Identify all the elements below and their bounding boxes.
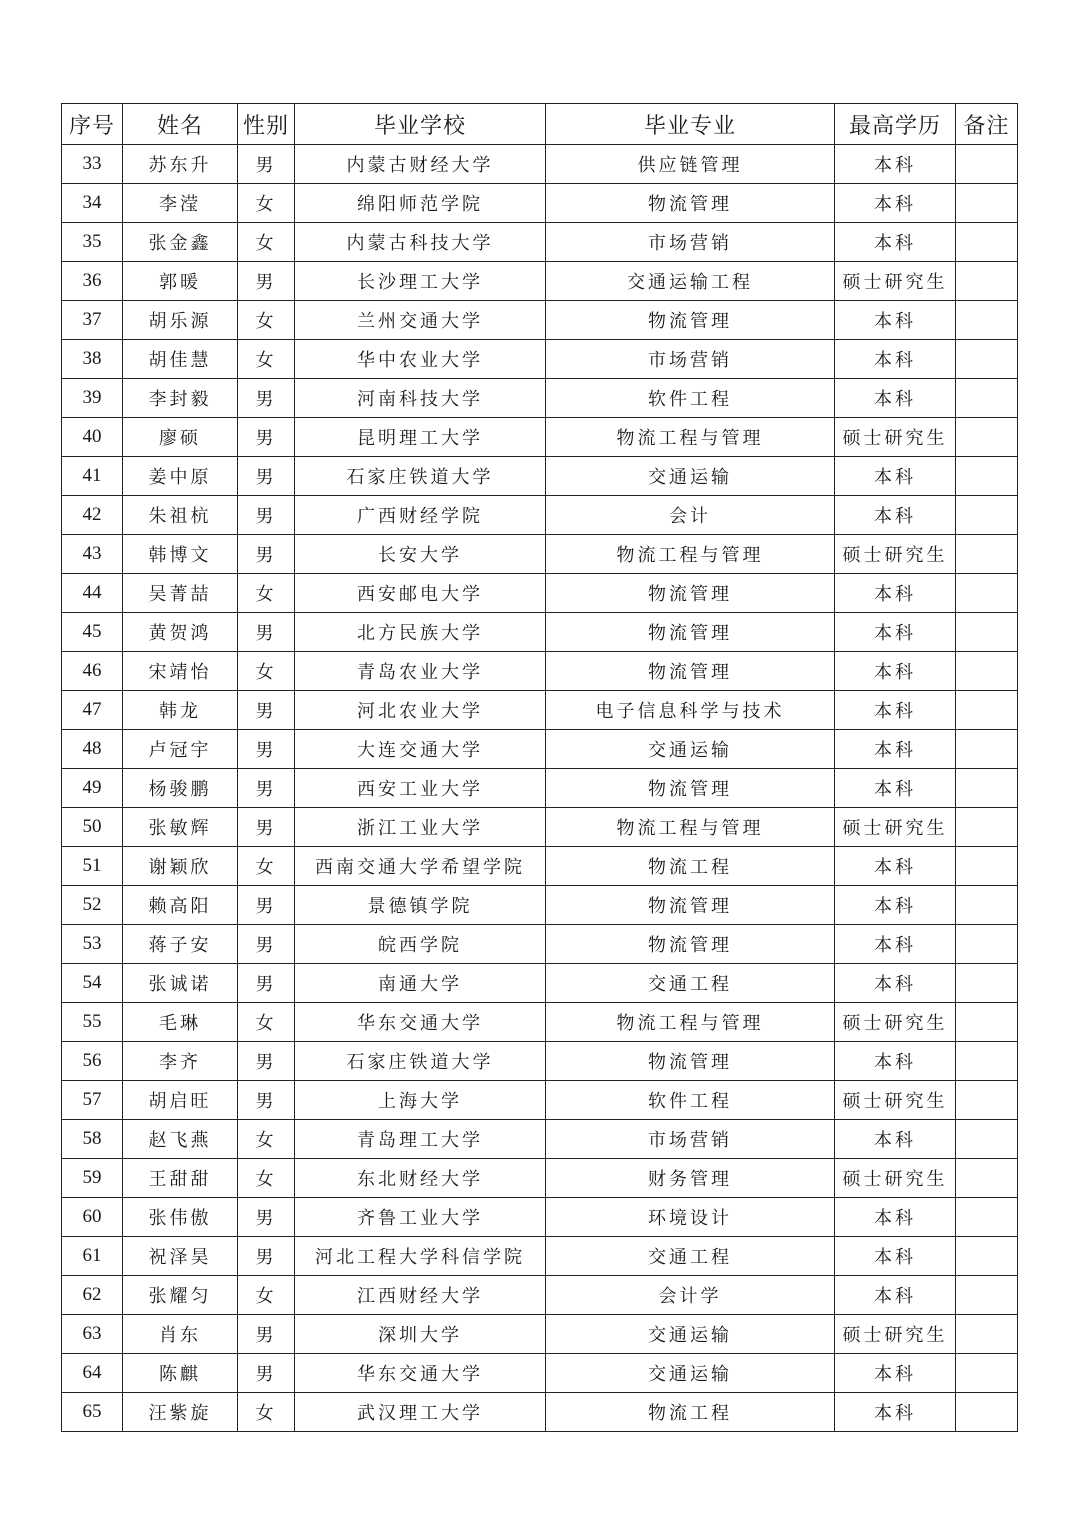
cell-no: 45 (62, 613, 123, 652)
cell-degree: 本科 (835, 691, 956, 730)
cell-school: 华东交通大学 (295, 1354, 546, 1393)
cell-degree: 本科 (835, 925, 956, 964)
cell-gender: 女 (238, 1159, 295, 1198)
cell-major: 市场营销 (546, 340, 835, 379)
cell-school: 齐鲁工业大学 (295, 1198, 546, 1237)
table-row (62, 1315, 1018, 1354)
cell-major: 会计 (546, 496, 835, 535)
cell-major: 环境设计 (546, 1198, 835, 1237)
cell-no: 58 (62, 1120, 123, 1159)
cell-school: 内蒙古科技大学 (295, 223, 546, 262)
cell-gender: 女 (238, 652, 295, 691)
cell-no: 60 (62, 1198, 123, 1237)
cell-school: 石家庄铁道大学 (295, 1042, 546, 1081)
cell-name: 赵飞燕 (123, 1120, 238, 1159)
cell-school: 东北财经大学 (295, 1159, 546, 1198)
cell-school: 华东交通大学 (295, 1003, 546, 1042)
cell-gender: 女 (238, 1003, 295, 1042)
cell-name: 苏东升 (123, 145, 238, 184)
cell-major: 物流管理 (546, 184, 835, 223)
cell-degree: 本科 (835, 184, 956, 223)
cell-major: 市场营销 (546, 223, 835, 262)
roster-table (61, 103, 1018, 1432)
cell-name: 张诚诺 (123, 964, 238, 1003)
cell-degree: 硕士研究生 (835, 535, 956, 574)
cell-name: 王甜甜 (123, 1159, 238, 1198)
cell-name: 卢冠宇 (123, 730, 238, 769)
cell-name: 宋靖怡 (123, 652, 238, 691)
cell-gender: 男 (238, 262, 295, 301)
cell-remark (956, 184, 1018, 223)
cell-remark (956, 223, 1018, 262)
cell-gender: 女 (238, 223, 295, 262)
cell-name: 谢颖欣 (123, 847, 238, 886)
cell-no: 46 (62, 652, 123, 691)
cell-no: 49 (62, 769, 123, 808)
table-row (62, 652, 1018, 691)
cell-major: 物流管理 (546, 301, 835, 340)
cell-name: 韩龙 (123, 691, 238, 730)
cell-major: 物流管理 (546, 652, 835, 691)
cell-gender: 男 (238, 886, 295, 925)
cell-major: 物流管理 (546, 769, 835, 808)
cell-name: 吴菁喆 (123, 574, 238, 613)
cell-remark (956, 418, 1018, 457)
cell-school: 青岛农业大学 (295, 652, 546, 691)
table-row (62, 1159, 1018, 1198)
cell-gender: 女 (238, 1276, 295, 1315)
table-row (62, 808, 1018, 847)
cell-no: 43 (62, 535, 123, 574)
cell-remark (956, 847, 1018, 886)
cell-school: 西南交通大学希望学院 (295, 847, 546, 886)
table-row (62, 769, 1018, 808)
cell-school: 大连交通大学 (295, 730, 546, 769)
cell-major: 交通运输工程 (546, 262, 835, 301)
cell-no: 50 (62, 808, 123, 847)
cell-name: 李滢 (123, 184, 238, 223)
roster-body (62, 145, 1018, 1432)
cell-major: 物流管理 (546, 886, 835, 925)
cell-school: 景德镇学院 (295, 886, 546, 925)
cell-school: 河北工程大学科信学院 (295, 1237, 546, 1276)
cell-degree: 硕士研究生 (835, 262, 956, 301)
cell-gender: 女 (238, 1120, 295, 1159)
cell-name: 黄贺鸿 (123, 613, 238, 652)
cell-school: 深圳大学 (295, 1315, 546, 1354)
cell-no: 40 (62, 418, 123, 457)
cell-gender: 女 (238, 574, 295, 613)
cell-no: 62 (62, 1276, 123, 1315)
cell-no: 38 (62, 340, 123, 379)
cell-gender: 女 (238, 847, 295, 886)
table-row (62, 145, 1018, 184)
cell-no: 51 (62, 847, 123, 886)
cell-no: 33 (62, 145, 123, 184)
cell-gender: 男 (238, 418, 295, 457)
cell-name: 毛琳 (123, 1003, 238, 1042)
table-row (62, 1081, 1018, 1120)
cell-major: 软件工程 (546, 1081, 835, 1120)
cell-no: 48 (62, 730, 123, 769)
cell-gender: 男 (238, 691, 295, 730)
cell-gender: 女 (238, 301, 295, 340)
cell-degree: 本科 (835, 379, 956, 418)
cell-school: 西安邮电大学 (295, 574, 546, 613)
cell-gender: 男 (238, 730, 295, 769)
cell-major: 电子信息科学与技术 (546, 691, 835, 730)
cell-no: 37 (62, 301, 123, 340)
cell-gender: 女 (238, 184, 295, 223)
cell-degree: 硕士研究生 (835, 1081, 956, 1120)
cell-remark (956, 613, 1018, 652)
cell-degree: 本科 (835, 457, 956, 496)
header-no: 序号 (62, 104, 123, 145)
cell-major: 软件工程 (546, 379, 835, 418)
cell-degree: 本科 (835, 301, 956, 340)
cell-remark (956, 1315, 1018, 1354)
cell-degree: 本科 (835, 574, 956, 613)
table-row (62, 301, 1018, 340)
table-row (62, 1237, 1018, 1276)
cell-no: 55 (62, 1003, 123, 1042)
cell-name: 赖高阳 (123, 886, 238, 925)
cell-gender: 男 (238, 1315, 295, 1354)
cell-school: 青岛理工大学 (295, 1120, 546, 1159)
cell-no: 61 (62, 1237, 123, 1276)
cell-remark (956, 808, 1018, 847)
cell-name: 李封毅 (123, 379, 238, 418)
header-remark: 备注 (956, 104, 1018, 145)
cell-no: 54 (62, 964, 123, 1003)
cell-degree: 本科 (835, 340, 956, 379)
cell-degree: 本科 (835, 1198, 956, 1237)
cell-degree: 本科 (835, 1393, 956, 1432)
cell-no: 39 (62, 379, 123, 418)
cell-major: 物流管理 (546, 613, 835, 652)
cell-school: 江西财经大学 (295, 1276, 546, 1315)
table-row (62, 1393, 1018, 1432)
table-row (62, 1042, 1018, 1081)
cell-remark (956, 886, 1018, 925)
cell-gender: 男 (238, 769, 295, 808)
cell-major: 交通工程 (546, 1237, 835, 1276)
cell-gender: 男 (238, 496, 295, 535)
table-row (62, 925, 1018, 964)
cell-gender: 男 (238, 457, 295, 496)
cell-gender: 男 (238, 613, 295, 652)
cell-no: 57 (62, 1081, 123, 1120)
table-row (62, 847, 1018, 886)
cell-name: 胡启旺 (123, 1081, 238, 1120)
cell-major: 交通运输 (546, 457, 835, 496)
cell-degree: 本科 (835, 1276, 956, 1315)
cell-major: 物流工程 (546, 1393, 835, 1432)
cell-degree: 本科 (835, 1120, 956, 1159)
cell-school: 皖西学院 (295, 925, 546, 964)
table-row (62, 184, 1018, 223)
header-row (62, 104, 1018, 145)
cell-remark (956, 691, 1018, 730)
cell-name: 张金鑫 (123, 223, 238, 262)
cell-school: 石家庄铁道大学 (295, 457, 546, 496)
cell-name: 李齐 (123, 1042, 238, 1081)
cell-remark (956, 145, 1018, 184)
cell-major: 交通运输 (546, 1354, 835, 1393)
cell-remark (956, 1042, 1018, 1081)
cell-school: 长安大学 (295, 535, 546, 574)
cell-gender: 男 (238, 145, 295, 184)
cell-name: 郭暖 (123, 262, 238, 301)
cell-no: 64 (62, 1354, 123, 1393)
cell-name: 祝泽昊 (123, 1237, 238, 1276)
cell-remark (956, 1237, 1018, 1276)
cell-gender: 男 (238, 1198, 295, 1237)
cell-name: 汪紫旋 (123, 1393, 238, 1432)
cell-remark (956, 1198, 1018, 1237)
table-row (62, 535, 1018, 574)
table-row (62, 262, 1018, 301)
cell-name: 肖东 (123, 1315, 238, 1354)
cell-name: 杨骏鹏 (123, 769, 238, 808)
cell-no: 44 (62, 574, 123, 613)
table-row (62, 574, 1018, 613)
cell-school: 北方民族大学 (295, 613, 546, 652)
cell-degree: 硕士研究生 (835, 1159, 956, 1198)
cell-degree: 本科 (835, 145, 956, 184)
cell-major: 市场营销 (546, 1120, 835, 1159)
cell-gender: 男 (238, 379, 295, 418)
cell-school: 武汉理工大学 (295, 1393, 546, 1432)
table-row (62, 730, 1018, 769)
cell-remark (956, 496, 1018, 535)
cell-degree: 本科 (835, 613, 956, 652)
cell-school: 西安工业大学 (295, 769, 546, 808)
cell-name: 蒋子安 (123, 925, 238, 964)
cell-major: 交通工程 (546, 964, 835, 1003)
table-row (62, 223, 1018, 262)
cell-degree: 本科 (835, 223, 956, 262)
cell-degree: 本科 (835, 1237, 956, 1276)
table-row (62, 613, 1018, 652)
cell-degree: 本科 (835, 964, 956, 1003)
cell-degree: 本科 (835, 886, 956, 925)
cell-remark (956, 1081, 1018, 1120)
table-row (62, 457, 1018, 496)
cell-degree: 本科 (835, 1042, 956, 1081)
table-row (62, 379, 1018, 418)
cell-remark (956, 769, 1018, 808)
table-row (62, 1354, 1018, 1393)
cell-remark (956, 1276, 1018, 1315)
cell-degree: 本科 (835, 730, 956, 769)
cell-remark (956, 1003, 1018, 1042)
cell-no: 42 (62, 496, 123, 535)
cell-degree: 硕士研究生 (835, 418, 956, 457)
cell-remark (956, 964, 1018, 1003)
cell-remark (956, 379, 1018, 418)
cell-remark (956, 262, 1018, 301)
cell-remark (956, 340, 1018, 379)
cell-remark (956, 1159, 1018, 1198)
cell-gender: 男 (238, 1354, 295, 1393)
cell-major: 物流管理 (546, 925, 835, 964)
cell-major: 供应链管理 (546, 145, 835, 184)
cell-remark (956, 730, 1018, 769)
cell-school: 昆明理工大学 (295, 418, 546, 457)
header-gender: 性别 (238, 104, 295, 145)
cell-degree: 硕士研究生 (835, 808, 956, 847)
table-row (62, 418, 1018, 457)
cell-major: 会计学 (546, 1276, 835, 1315)
cell-no: 47 (62, 691, 123, 730)
cell-remark (956, 1393, 1018, 1432)
header-major: 毕业专业 (546, 104, 835, 145)
cell-school: 河南科技大学 (295, 379, 546, 418)
cell-gender: 男 (238, 964, 295, 1003)
cell-name: 张耀匀 (123, 1276, 238, 1315)
table-row (62, 1276, 1018, 1315)
cell-remark (956, 301, 1018, 340)
cell-gender: 男 (238, 925, 295, 964)
cell-major: 物流工程 (546, 847, 835, 886)
cell-remark (956, 652, 1018, 691)
cell-no: 52 (62, 886, 123, 925)
cell-no: 34 (62, 184, 123, 223)
cell-degree: 本科 (835, 769, 956, 808)
cell-school: 长沙理工大学 (295, 262, 546, 301)
table-row (62, 691, 1018, 730)
table-row (62, 1120, 1018, 1159)
cell-no: 53 (62, 925, 123, 964)
cell-name: 胡乐源 (123, 301, 238, 340)
header-degree: 最高学历 (835, 104, 956, 145)
cell-major: 交通运输 (546, 730, 835, 769)
cell-remark (956, 574, 1018, 613)
cell-major: 物流管理 (546, 574, 835, 613)
cell-major: 交通运输 (546, 1315, 835, 1354)
cell-school: 南通大学 (295, 964, 546, 1003)
table-row (62, 964, 1018, 1003)
cell-no: 56 (62, 1042, 123, 1081)
cell-major: 物流管理 (546, 1042, 835, 1081)
cell-remark (956, 457, 1018, 496)
cell-name: 朱祖杭 (123, 496, 238, 535)
cell-name: 廖硕 (123, 418, 238, 457)
cell-school: 绵阳师范学院 (295, 184, 546, 223)
cell-name: 张伟傲 (123, 1198, 238, 1237)
table-row (62, 1003, 1018, 1042)
cell-major: 财务管理 (546, 1159, 835, 1198)
cell-degree: 本科 (835, 652, 956, 691)
cell-degree: 本科 (835, 847, 956, 886)
table-row (62, 340, 1018, 379)
cell-no: 59 (62, 1159, 123, 1198)
cell-gender: 男 (238, 1042, 295, 1081)
header-school: 毕业学校 (295, 104, 546, 145)
cell-no: 36 (62, 262, 123, 301)
table-row (62, 496, 1018, 535)
cell-gender: 女 (238, 1393, 295, 1432)
cell-no: 63 (62, 1315, 123, 1354)
cell-major: 物流工程与管理 (546, 535, 835, 574)
cell-name: 陈麒 (123, 1354, 238, 1393)
cell-name: 韩博文 (123, 535, 238, 574)
cell-no: 41 (62, 457, 123, 496)
cell-school: 河北农业大学 (295, 691, 546, 730)
cell-degree: 本科 (835, 496, 956, 535)
cell-school: 兰州交通大学 (295, 301, 546, 340)
cell-remark (956, 535, 1018, 574)
cell-gender: 男 (238, 808, 295, 847)
cell-name: 张敏辉 (123, 808, 238, 847)
table-row (62, 886, 1018, 925)
cell-major: 物流工程与管理 (546, 808, 835, 847)
cell-remark (956, 1120, 1018, 1159)
cell-degree: 本科 (835, 1354, 956, 1393)
cell-remark (956, 925, 1018, 964)
cell-name: 姜中原 (123, 457, 238, 496)
cell-school: 华中农业大学 (295, 340, 546, 379)
cell-school: 浙江工业大学 (295, 808, 546, 847)
cell-gender: 男 (238, 1081, 295, 1120)
cell-school: 内蒙古财经大学 (295, 145, 546, 184)
cell-major: 物流工程与管理 (546, 418, 835, 457)
header-name: 姓名 (123, 104, 238, 145)
cell-gender: 女 (238, 340, 295, 379)
cell-school: 上海大学 (295, 1081, 546, 1120)
cell-degree: 硕士研究生 (835, 1003, 956, 1042)
cell-no: 35 (62, 223, 123, 262)
cell-name: 胡佳慧 (123, 340, 238, 379)
cell-major: 物流工程与管理 (546, 1003, 835, 1042)
table-row (62, 1198, 1018, 1237)
cell-no: 65 (62, 1393, 123, 1432)
cell-gender: 男 (238, 1237, 295, 1276)
cell-remark (956, 1354, 1018, 1393)
cell-degree: 硕士研究生 (835, 1315, 956, 1354)
cell-gender: 男 (238, 535, 295, 574)
cell-school: 广西财经学院 (295, 496, 546, 535)
